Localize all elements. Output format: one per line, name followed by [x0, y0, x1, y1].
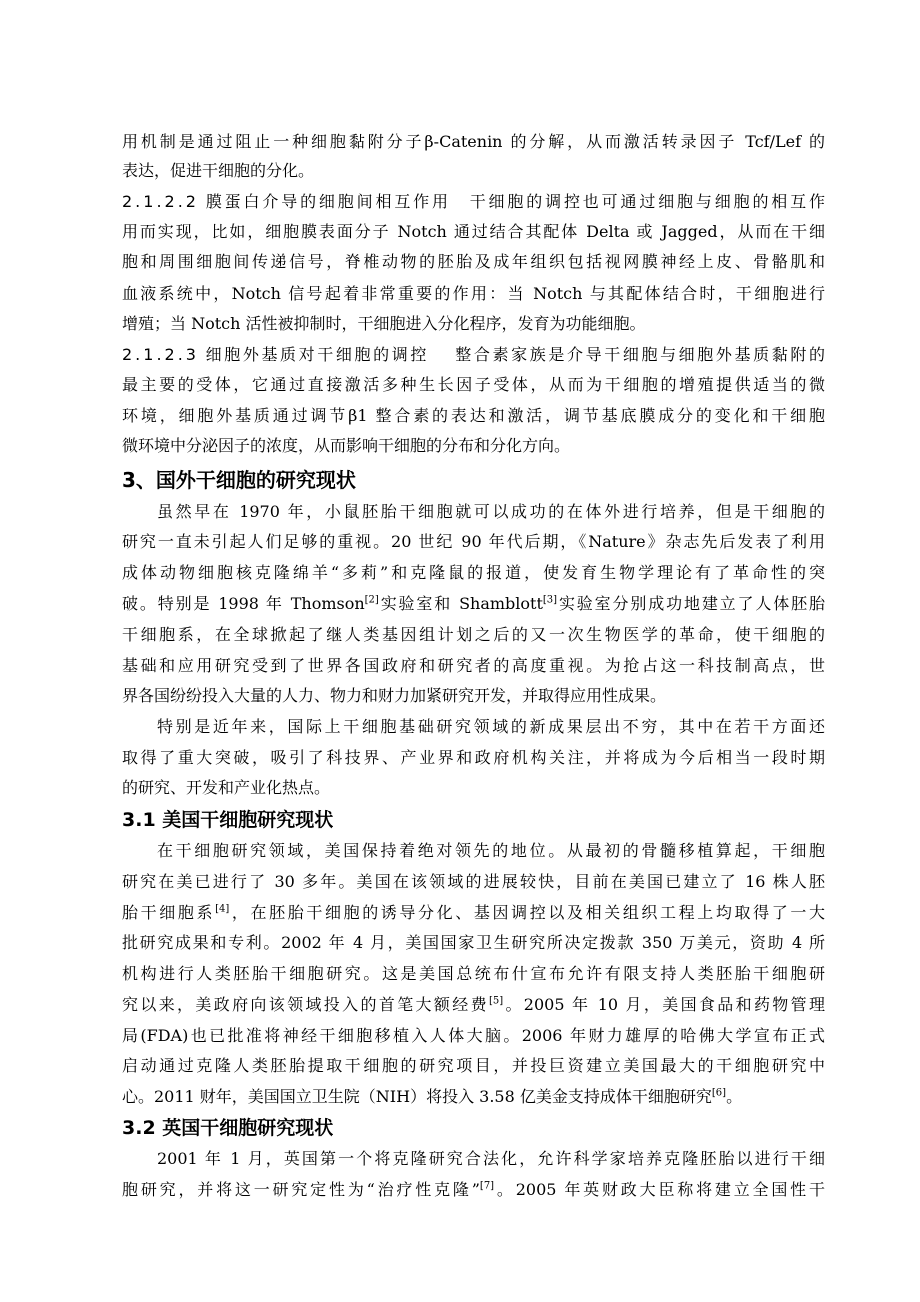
paragraph-line: 干细胞系，在全球掀起了继人类基因组计划之后的又一次生物医学的革命，使干细胞的	[122, 625, 825, 644]
text-run: 胞研究，并将这一研究定性为“治疗性克隆”	[122, 1180, 480, 1199]
paragraph-line: 在干细胞研究领域，美国保持着绝对领先的地位。从最初的骨髓移植算起，干细胞	[157, 841, 825, 860]
paragraph-line: 基础和应用研究受到了世界各国政府和研究者的高度重视。为抢占这一科技制高点，世	[122, 656, 825, 675]
paragraph-line: 机构进行人类胚胎干细胞研究。这是美国总统布什宣布允许有限支持人类胚胎干细胞研	[122, 964, 825, 983]
paragraph-line: 研究一直未引起人们足够的重视。20 世纪 90 年代后期，《Nature》杂志先后发表了利用	[122, 532, 825, 551]
subsection-2-1-2-2-first-line	[122, 189, 825, 215]
paragraph-line: 取得了重大突破，吸引了科技界、产业界和政府机构关注，并将成为今后相当一段时期	[122, 748, 825, 767]
subsection-text: 膜蛋白介导的细胞间相互作用 干细胞的调控也可通过细胞与细胞的相互作	[202, 192, 825, 211]
paragraph-line-with-refs	[122, 992, 825, 1018]
paragraph-line: 环境，细胞外基质通过调节β1 整合素的表达和激活，调节基底膜成分的变化和干细胞	[122, 406, 825, 425]
text-run: 。	[726, 1087, 743, 1106]
paragraph-line-with-refs	[122, 900, 825, 926]
text-run: 实验室分别成功地建立了人体胚胎	[557, 594, 825, 613]
subsection-number: 2.1.2.3	[122, 345, 199, 364]
paragraph-line: 的研究、开发和产业化热点。	[122, 778, 331, 797]
paragraph-line: 胞和周围细胞间传递信号，脊椎动物的胚胎及成年组织包括视网膜神经上皮、骨骼肌和	[122, 252, 825, 271]
subsection-text: 细胞外基质对干细胞的调控 整合素家族是介导干细胞与细胞外基质黏附的	[202, 345, 825, 364]
text-run: 实验室和 Shamblott	[378, 594, 543, 613]
citation-ref: [3]	[542, 594, 558, 606]
paragraph-line: 虽然早在 1970 年，小鼠胚胎干细胞就可以成功的在体外进行培养，但是干细胞的	[157, 502, 825, 521]
paragraph-line-with-refs	[122, 1084, 742, 1110]
citation-ref: [4]	[215, 903, 230, 915]
paragraph-line: 血液系统中，Notch 信号起着非常重要的作用：当 Notch 与其配体结合时，干细胞进行	[122, 284, 825, 303]
paragraph-line: 批研究成果和专利。2002 年 4 月，美国国家卫生研究所决定拨款 350 万美元，资助 4 所	[122, 933, 825, 952]
paragraph-line: 用而实现，比如，细胞膜表面分子 Notch 通过结合其配体 Delta 或 Jagged，从而在干细	[122, 222, 825, 241]
text-run: 破。特别是 1998 年 Thomson	[122, 594, 365, 613]
text-run: ，在胚胎干细胞的诱导分化、基因调控以及相关组织工程上均取得了一大	[229, 903, 825, 922]
paragraph-line-with-refs	[122, 591, 825, 617]
citation-ref: [2]	[364, 594, 379, 606]
citation-ref: [5]	[488, 995, 504, 1007]
text-run: 。2005 年英财政大臣称将建立全国性干	[494, 1180, 825, 1199]
paragraph-line-with-refs	[122, 1177, 825, 1203]
paragraph-line: 研究在美已进行了 30 多年。美国在该领域的进展较快，目前在美国已建立了 16 株人胚	[122, 872, 825, 891]
text-run: 究以来，美政府向该领域投入的首笔大额经费	[122, 995, 489, 1014]
paragraph-line: 特别是近年来，国际上干细胞基础研究领域的新成果层出不穷，其中在若干方面还	[157, 717, 825, 736]
citation-ref: [7]	[479, 1180, 495, 1192]
paragraph-line: 表达，促进干细胞的分化。	[122, 161, 315, 180]
paragraph-line: 局(FDA)也已批准将神经干细胞移植入人体大脑。2006 年财力雄厚的哈佛大学宣布正式	[122, 1026, 825, 1045]
paragraph-line: 最主要的受体，它通过直接激活多种生长因子受体，从而为干细胞的增殖提供适当的微	[122, 375, 825, 394]
subsection-2-1-2-3-first-line	[122, 342, 825, 368]
paragraph-line: 界各国纷纷投入大量的人力、物力和财力加紧研究开发，并取得应用性成果。	[122, 686, 667, 705]
subsection-number: 2.1.2.2	[122, 192, 199, 211]
section-3-2-heading: 3.2 英国干细胞研究现状	[122, 1117, 334, 1139]
paragraph-line: 2001 年 1 月，英国第一个将克隆研究合法化，允许科学家培养克隆胚胎以进行干细	[157, 1149, 825, 1168]
paragraph-line: 用机制是通过阻止一种细胞黏附分子β-Catenin 的分解，从而激活转录因子 Tcf/Lef 的	[122, 132, 825, 151]
section-3-1-heading: 3.1 美国干细胞研究现状	[122, 809, 334, 831]
citation-ref: [6]	[711, 1087, 727, 1099]
paragraph-line: 微环境中分泌因子的浓度，从而影响干细胞的分布和分化方向。	[122, 436, 571, 455]
text-run: 胎干细胞系	[122, 903, 216, 922]
section-3-heading: 3、国外干细胞的研究现状	[122, 468, 356, 492]
text-run: 心。2011 财年，美国国立卫生院（NIH）将投入 3.58 亿美金支持成体干细胞研究	[122, 1087, 712, 1106]
paragraph-line: 成体动物细胞核克隆绵羊“多莉”和克隆鼠的报道，使发育生物学理论有了革命性的突	[122, 563, 825, 582]
paragraph-line: 增殖；当 Notch 活性被抑制时，干细胞进入分化程序，发育为功能细胞。	[122, 314, 646, 333]
text-run: 。2005 年 10 月，美国食品和药物管理	[503, 995, 825, 1014]
paragraph-line: 启动通过克隆人类胚胎提取干细胞的研究项目，并投巨资建立美国最大的干细胞研究中	[122, 1056, 825, 1075]
